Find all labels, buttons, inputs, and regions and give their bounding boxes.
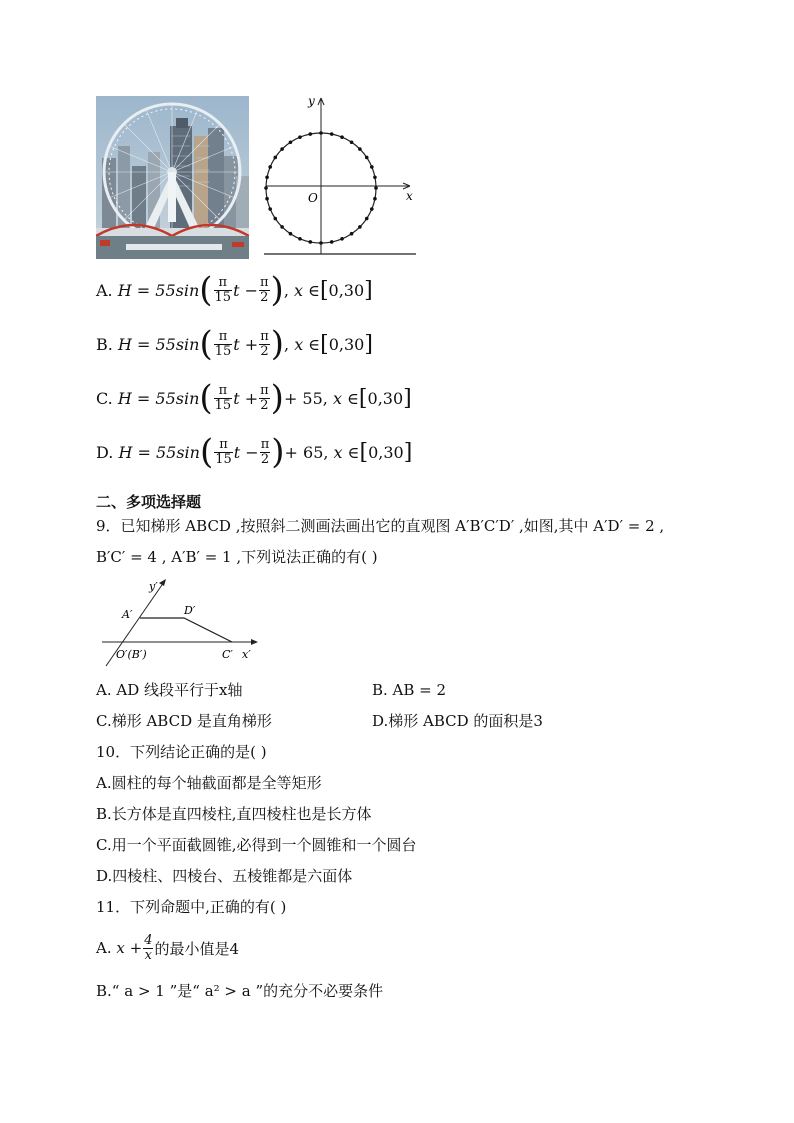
cabin-dot (340, 237, 344, 241)
o-prime-label: O′(B′) (116, 648, 147, 661)
cabin-dot (330, 132, 334, 136)
cabin-dot (365, 217, 369, 221)
cabin-dot (373, 175, 377, 179)
cabin-dot (289, 140, 293, 144)
q10-option-a[interactable]: A.圆柱的每个轴截面都是全等矩形 (96, 774, 322, 792)
q8-option-d[interactable]: D. H = 55sin ( $\frac{\pi}{15}$ t − $\frac{\pi}{2}$ ) + 65 , x ∈ [ 0,30 ] (96, 432, 413, 472)
cabin-dot (330, 240, 334, 244)
q10-option-b[interactable]: B.长方体是直四棱柱,直四棱柱也是长方体 (96, 805, 372, 823)
cabin-dot (370, 207, 374, 211)
cabin-dot (370, 165, 374, 169)
d-prime-label: D′ (184, 604, 196, 617)
q8-option-c[interactable]: C. H = 55sin ( $\frac{\pi}{15}$ t + $\frac{\pi}{2}$ ) + 55 , x ∈ [ 0,30 ] (96, 378, 412, 418)
cabin-dot (264, 186, 268, 190)
q11-option-b[interactable]: B.“ a > 1 ”是“ a² > a ”的充分不必要条件 (96, 982, 384, 1000)
cabin-dot (265, 197, 269, 201)
cabin-dot (298, 237, 302, 241)
cabin-dot (319, 131, 323, 135)
cabin-dot (268, 165, 272, 169)
cabin-dot (373, 197, 377, 201)
oblique-trapezoid-figure (100, 576, 264, 670)
q9-stem-line2: B′C′ = 4 , A′B′ = 1 ,下列说法正确的有( ) (96, 548, 378, 566)
q9-option-d[interactable]: D.梯形 ABCD 的面积是3 (372, 712, 543, 730)
q8-options (96, 270, 412, 472)
a-prime-label: A′ (122, 608, 133, 621)
section-title: 二、多项选择题 (96, 493, 202, 511)
cabin-dot (350, 140, 354, 144)
cabin-dot (358, 147, 362, 151)
y-axis-label: y (308, 94, 315, 108)
circle-coordinate-figure (250, 92, 420, 260)
q8-option-a[interactable]: A. H = 55sin ( $\frac{\pi}{15}$ t − $\frac{\pi}{2}$ ) , x ∈ [ 0,30 ] (96, 270, 373, 310)
cabin-dot (280, 225, 284, 229)
q10-stem: 10．下列结论正确的是( ) (96, 743, 267, 761)
q9-option-c[interactable]: C.梯形 ABCD 是直角梯形 (96, 712, 272, 730)
q9-option-b[interactable]: B. AB = 2 (372, 681, 447, 699)
q9-option-a[interactable]: A. AD 线段平行于x轴 (96, 681, 243, 699)
cabin-dot (308, 240, 312, 244)
ferris-wheel-photo (96, 96, 249, 259)
cabin-dot (280, 147, 284, 151)
q10-option-d[interactable]: D.四棱柱、四棱台、五棱锥都是六面体 (96, 867, 353, 885)
c-prime-label: C′ (222, 648, 233, 661)
q11-option-a[interactable]: A. x + $\frac{4}{x}$ 的最小值是4 (96, 932, 240, 963)
cabin-dot (365, 156, 369, 160)
q10-option-c[interactable]: C.用一个平面截圆锥,必得到一个圆锥和一个圆台 (96, 836, 417, 854)
cabin-dot (289, 232, 293, 236)
cabin-dot (350, 232, 354, 236)
q8-option-b[interactable]: B. H = 55sin ( $\frac{\pi}{15}$ t + $\frac{\pi}{2}$ ) , x ∈ [ 0,30 ] (96, 324, 373, 364)
cabin-dot (308, 132, 312, 136)
cabin-dot (319, 241, 323, 245)
cabin-dot (273, 156, 277, 160)
cabin-dot (298, 135, 302, 139)
cabin-dot (358, 225, 362, 229)
cabin-dot (340, 135, 344, 139)
cabin-dot (265, 175, 269, 179)
y-prime-label: y′ (149, 580, 158, 593)
x-prime-label: x′ (242, 648, 251, 661)
cabin-dot (374, 186, 378, 190)
q9-stem-line1: 9．已知梯形 ABCD ,按照斜二测画法画出它的直观图 A′B′C′D′ ,如图,其中 A′D′ = 2 , (96, 517, 665, 535)
cabin-dot (268, 207, 272, 211)
cabin-dot (273, 217, 277, 221)
q11-stem: 11．下列命题中,正确的有( ) (96, 898, 287, 916)
origin-label: O (308, 191, 318, 205)
x-axis-label: x (406, 189, 413, 203)
